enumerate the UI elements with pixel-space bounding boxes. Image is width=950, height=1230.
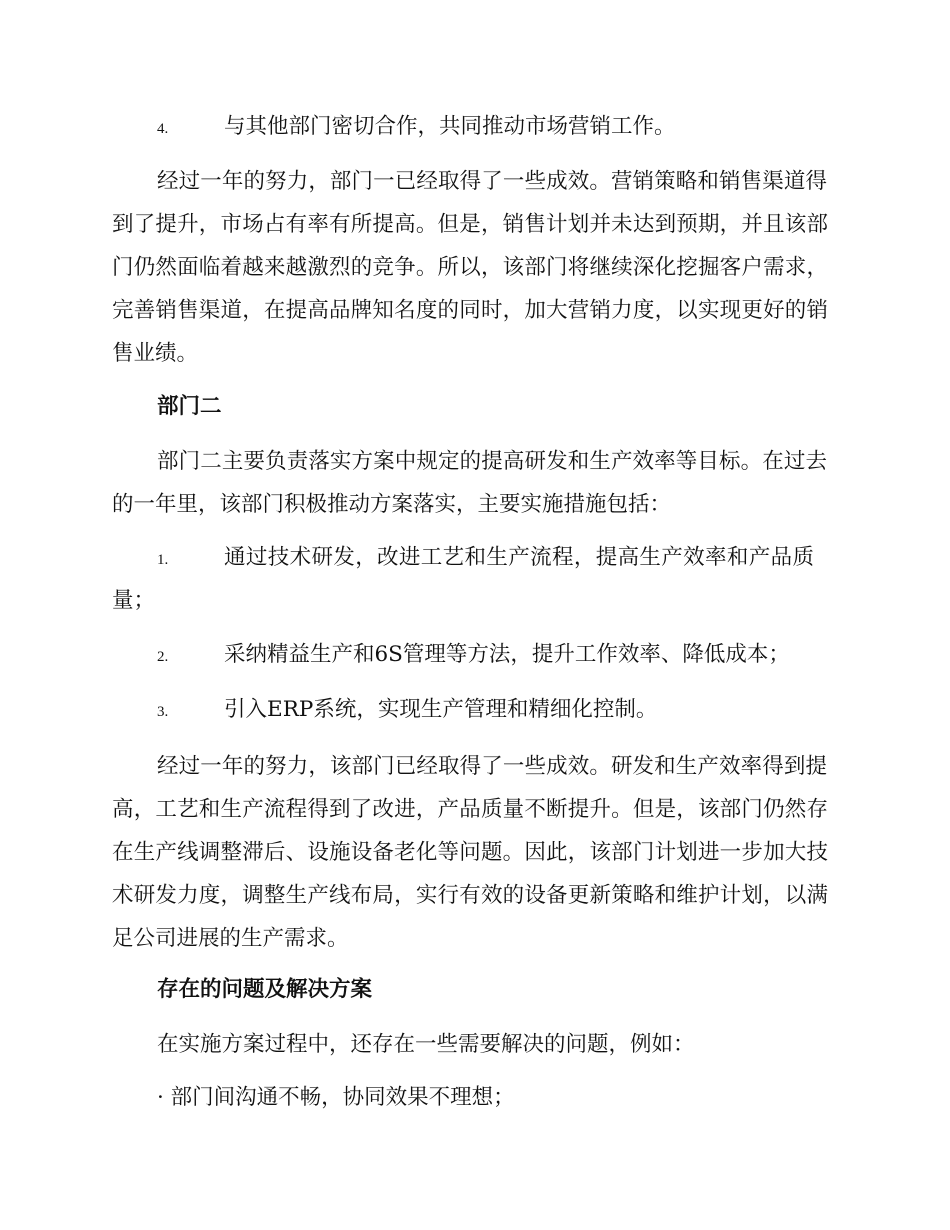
paragraph-line: 在实施方案过程中，还存在一些需要解决的问题，例如：	[157, 1032, 695, 1057]
paragraph-line: 到了提升，市场占有率有所提高。但是，销售计划并未达到预期，并且该部	[112, 212, 828, 237]
section-heading: 部门二	[157, 394, 222, 419]
list-number: 1.	[157, 552, 169, 568]
paragraph-line: 经过一年的努力，该部门已经取得了一些成效。研发和生产效率得到提	[157, 754, 827, 779]
paragraph-line: 的一年里，该部门积极推动方案落实，主要实施措施包括：	[112, 492, 672, 517]
list-number: 2.	[157, 649, 169, 665]
paragraph-line: 经过一年的努力，部门一已经取得了一些成效。营销策略和销售渠道得	[157, 169, 827, 194]
paragraph-line: 足公司进展的生产需求。	[112, 926, 349, 951]
paragraph-line: 在生产线调整滞后、设施设备老化等问题。因此，该部门计划进一步加大技	[112, 840, 828, 865]
list-item-text: 引入ERP系统，实现生产管理和精细化控制。	[224, 697, 658, 722]
section-heading: 存在的问题及解决方案	[157, 977, 373, 1002]
list-item-text: 与其他部门密切合作，共同推动市场营销工作。	[224, 114, 676, 139]
paragraph-line: 售业绩。	[112, 341, 199, 366]
paragraph-line: 部门二主要负责落实方案中规定的提高研发和生产效率等目标。在过去	[157, 449, 827, 474]
paragraph-line: 高，工艺和生产流程得到了改进，产品质量不断提升。但是，该部门仍然存	[112, 797, 828, 822]
paragraph-line: 术研发力度，调整生产线布局，实行有效的设备更新策略和维护计划，以满	[112, 883, 828, 908]
list-number: 3.	[157, 704, 169, 720]
list-item-text: 采纳精益生产和6S管理等方法，提升工作效率、降低成本；	[224, 642, 790, 667]
list-item-text: 通过技术研发，改进工艺和生产流程，提高生产效率和产品质	[224, 545, 814, 570]
bullet-item: · 部门间沟通不畅，协同效果不理想；	[157, 1085, 515, 1110]
paragraph-line: 门仍然面临着越来越激烈的竞争。所以，该部门将继续深化挖掘客户需求，	[112, 255, 828, 280]
list-number: 4.	[157, 121, 169, 137]
list-item-text: 量；	[112, 588, 156, 613]
paragraph-line: 完善销售渠道，在提高品牌知名度的同时，加大营销力度，以实现更好的销	[112, 298, 828, 323]
